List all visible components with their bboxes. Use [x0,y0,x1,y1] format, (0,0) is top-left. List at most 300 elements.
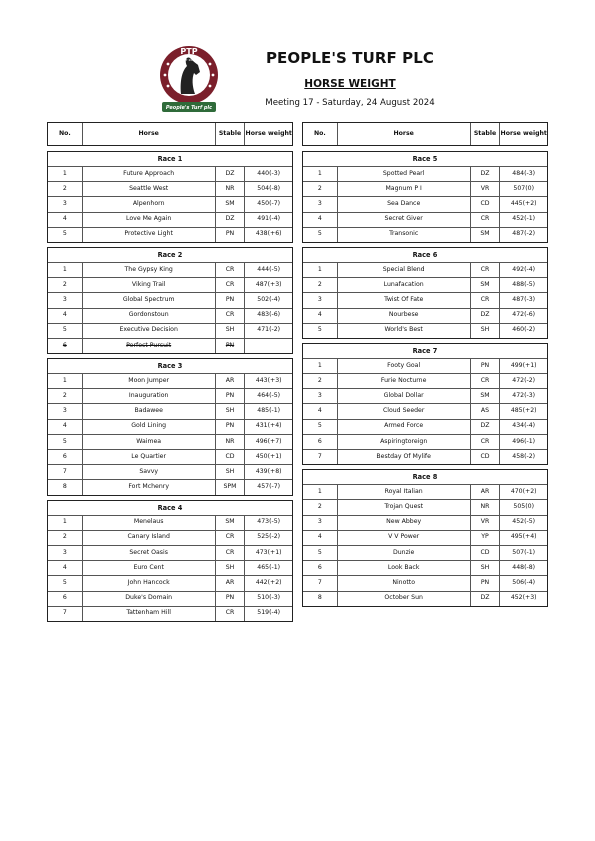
horse-weight-cell [245,450,292,464]
stable-code: DZ [480,311,490,319]
stable-code: DZ [480,422,490,430]
horse-weight: 472(-2) [512,376,536,384]
horse-name: Aspiringtoreign [380,437,428,445]
stable-code: YP [481,533,489,541]
runner-number: 8 [317,594,322,602]
horse-weight: 465(-1) [257,563,281,571]
runner-number-cell [303,389,338,403]
table-row [48,576,292,591]
runner-number: 3 [317,200,322,208]
stable-code: PN [225,341,235,349]
horse-name-cell [83,197,216,211]
horse-weight-cell [245,420,292,434]
horse-name: Badawee [134,407,163,415]
horse-name: Savvy [139,467,159,475]
stable-code: VR [480,518,490,526]
runner-number: 3 [62,548,67,556]
stable-code-cell [471,359,501,373]
stable-code-cell [216,213,246,227]
stable-code: DZ [225,169,235,177]
race-table [302,151,548,243]
stable-code: CD [225,452,235,460]
table-row [303,561,547,576]
horse-name-cell [338,546,471,560]
horse-weight-cell [500,374,547,388]
stable-code-cell [471,309,501,323]
stable-code: SH [225,467,235,475]
race-table [47,500,293,622]
page-subtitle: HORSE WEIGHT [304,78,396,90]
table-row [48,450,292,465]
horse-name-cell [338,309,471,323]
stable-code: CD [480,548,490,556]
horse-weight: 519(-4) [257,609,281,617]
runner-number: 3 [62,407,67,415]
runner-number-cell [48,293,83,307]
runner-number-cell [303,435,338,449]
runner-number: 5 [317,422,322,430]
table-row [303,324,547,338]
horse-name: Inauguration [128,391,169,399]
horse-name: V V Power [388,533,420,541]
runner-number: 1 [317,361,322,369]
horse-name: Gold Lining [131,422,167,430]
table-row [48,309,292,324]
horse-weight: 496(+7) [255,437,282,445]
horse-weight: 458(-2) [512,452,536,460]
table-row [48,197,292,212]
horse-weight-cell [245,324,292,338]
runner-number: 4 [317,215,322,223]
runner-number: 4 [62,422,67,430]
table-row [48,389,292,404]
stable-code: PN [225,230,235,238]
horse-name-cell [338,485,471,499]
horse-weight: 452(-5) [512,518,536,526]
table-row [48,228,292,242]
horse-name-cell [83,607,216,621]
horse-name: Gordonstoun [128,311,169,319]
horse-name-cell [338,197,471,211]
runner-number: 6 [62,452,67,460]
horse-weight-cell [245,516,292,530]
horse-weight-cell [500,500,547,514]
stable-code: CD [480,200,490,208]
horse-weight: 505(0) [513,503,534,511]
stable-code: SM [225,518,235,526]
stable-code: PN [225,422,235,430]
stable-code-cell [471,374,501,388]
runner-number: 2 [62,184,67,192]
stable-code-cell [216,420,246,434]
horse-weight: 484(-3) [512,169,536,177]
runner-number: 2 [62,280,67,288]
horse-name-cell [338,374,471,388]
horse-weight-cell [245,389,292,403]
horse-weight-cell [500,228,547,242]
stable-code-cell [216,592,246,606]
runner-number-cell [48,480,83,494]
horse-name-cell [338,293,471,307]
stable-code: AS [480,407,490,415]
table-row [303,546,547,561]
horse-name: Secret Giver [384,215,423,223]
horse-name: Furie Nocturne [380,376,427,384]
runner-number-cell [48,465,83,479]
horse-name-cell [338,389,471,403]
horse-name-cell [338,531,471,545]
stable-code-cell [216,435,246,449]
horse-weight-cell [245,339,292,353]
runner-number-cell [48,592,83,606]
race-table [302,469,548,607]
col-horse-header: Horse [338,123,471,145]
horse-weight: 487(-3) [512,296,536,303]
runner-number: 6 [317,437,322,445]
runner-number-cell [48,324,83,338]
horse-name: Twist Of Fate [384,296,424,303]
horse-name: Tattenham Hill [126,609,171,617]
svg-text:EST 2023: EST 2023 [181,58,197,62]
horse-name: Dunzie [392,548,415,556]
stable-code-cell [216,339,246,353]
horse-name-cell [83,435,216,449]
runner-number: 4 [62,311,67,319]
runner-number-cell [303,576,338,590]
table-row [48,592,292,607]
horse-weight: 504(-8) [257,184,281,192]
runner-number: 6 [62,594,67,602]
stable-code-cell [471,197,501,211]
table-row [48,339,292,353]
horse-weight: 495(+4) [510,533,537,541]
horse-weight-cell [245,561,292,575]
right-races [302,151,548,607]
race-title: Race 4 [48,501,292,516]
runner-number-cell [303,182,338,196]
runner-number-cell [303,309,338,323]
runner-number-cell [48,278,83,292]
svg-text:People's Turf plc: People's Turf plc [165,105,213,111]
horse-weight-cell [500,435,547,449]
stable-code: SM [480,280,490,288]
runner-number: 2 [317,503,322,511]
runner-number-cell [48,420,83,434]
runner-number-cell [48,531,83,545]
horse-name: Magnum P I [385,184,422,192]
horse-weight: 525(-2) [257,533,281,541]
horse-name-cell [83,213,216,227]
col-stable-header: Stable [471,123,501,145]
horse-weight: 472(-3) [512,391,536,399]
stable-code-cell [471,576,501,590]
horse-weight-cell [245,404,292,418]
runner-number: 7 [62,609,67,617]
stable-code: VR [480,184,490,192]
runner-number: 4 [62,563,67,571]
svg-text:PTP: PTP [180,47,198,56]
horse-name-cell [83,546,216,560]
runner-number-cell [48,263,83,277]
horse-weight-cell [500,167,547,181]
table-row [303,500,547,515]
horse-weight: 496(-1) [512,437,536,445]
table-row [48,420,292,435]
horse-weight-cell [500,324,547,338]
horse-name: Special Blend [382,265,425,273]
runner-number-cell [303,228,338,242]
horse-weight: 502(-4) [257,296,281,303]
horse-weight: 438(+6) [255,230,282,238]
horse-name-cell [338,500,471,514]
horse-weight: 470(+2) [510,487,537,495]
horse-name: October Sun [384,594,423,602]
horse-weight: 439(+8) [255,467,282,475]
stable-code: SH [480,326,490,334]
stable-code: PN [225,391,235,399]
table-row [303,420,547,435]
table-row [303,228,547,242]
horse-name-cell [83,531,216,545]
stable-code-cell [216,182,246,196]
horse-name: Footy Goal [387,361,421,369]
horse-weight-cell [245,480,292,494]
stable-code-cell [216,278,246,292]
race-table [47,151,293,243]
runner-number-cell [303,293,338,307]
table-row [48,435,292,450]
table-row [303,576,547,591]
stable-code: CR [225,280,235,288]
horse-weight-cell [500,359,547,373]
table-row [303,293,547,308]
runner-number: 5 [317,326,322,334]
runner-number-cell [303,420,338,434]
stable-code-cell [216,293,246,307]
stable-code-cell [216,561,246,575]
horse-weight-cell [500,309,547,323]
horse-weight: 507(0) [513,184,534,192]
horse-weight: 506(-4) [512,579,536,586]
horse-name-cell [83,561,216,575]
runner-number: 6 [317,563,322,571]
table-row [303,516,547,531]
horse-name-cell [83,182,216,196]
horse-name-cell [83,420,216,434]
horse-name-cell [83,263,216,277]
table-row [303,213,547,228]
runner-number-cell [48,182,83,196]
runner-number-cell [48,435,83,449]
stable-code: CR [225,609,235,617]
horse-name: Global Spectrum [122,296,175,303]
stable-code: CR [225,533,235,541]
horse-name: Global Dollar [383,391,424,399]
runner-number: 4 [62,215,67,223]
horse-weight-cell [245,213,292,227]
runner-number-cell [303,263,338,277]
stable-code-cell [216,309,246,323]
horse-name: Moon Jumper [128,376,170,384]
horse-weight: 434(-4) [512,422,536,430]
horse-weight-cell [245,374,292,388]
runner-number-cell [48,309,83,323]
horse-name: Transonic [389,230,419,238]
horse-name-cell [83,389,216,403]
company-logo [154,42,224,114]
horse-name: The Gypsy King [124,265,173,273]
horse-name-cell [338,450,471,464]
stable-code: CD [480,452,490,460]
horse-weight: 431(+4) [255,422,282,430]
stable-code: PN [480,361,490,369]
stable-code: AR [225,579,235,586]
horse-weight: 492(-4) [512,265,536,273]
horse-weight-cell [500,546,547,560]
horse-name-cell [338,592,471,606]
horse-name: John Hancock [127,579,170,586]
runner-number-cell [48,576,83,590]
runner-number-cell [48,450,83,464]
table-row [48,465,292,480]
runner-number-cell [48,213,83,227]
stable-code-cell [471,592,501,606]
horse-name: Ninotto [392,579,416,586]
horse-weight: 487(+3) [255,280,282,288]
horse-name: Perfect Pursuit [126,341,172,349]
runner-number: 4 [317,407,322,415]
race-table [302,343,548,465]
horse-weight-cell [500,450,547,464]
horse-weight: 464(-5) [257,391,281,399]
table-row [48,213,292,228]
runner-number: 2 [317,376,322,384]
stable-code: SH [480,563,490,571]
stable-code: CR [480,265,490,273]
horse-name-cell [338,278,471,292]
horse-weight: 471(-2) [257,326,281,334]
horse-name: Fort Mchenry [128,483,169,491]
col-weight-header: Horse weight [245,129,292,137]
race-title: Race 5 [303,152,547,167]
runner-number: 7 [317,579,322,586]
runner-number: 5 [62,437,67,445]
table-row [303,404,547,419]
runner-number: 1 [317,169,322,177]
runner-number-cell [303,167,338,181]
stable-code: SPM [223,483,237,491]
horse-weight: 487(-2) [512,230,536,238]
runner-number: 8 [62,483,67,491]
table-row [303,182,547,197]
runner-number: 1 [62,518,67,526]
runner-number: 2 [317,184,322,192]
stable-code-cell [471,531,501,545]
stable-code: CR [480,296,490,303]
stable-code: DZ [480,594,490,602]
horse-weight: 472(-6) [512,311,536,319]
runner-number: 1 [317,487,322,495]
horse-weight-cell [500,531,547,545]
horse-weight: 442(+2) [255,579,282,586]
stable-code-cell [216,465,246,479]
table-row [303,389,547,404]
stable-code-cell [471,435,501,449]
horse-name-cell [83,324,216,338]
runner-number: 4 [317,533,322,541]
horse-name: Spotted Pearl [382,169,425,177]
stable-code-cell [216,607,246,621]
stable-code-cell [216,404,246,418]
table-header [302,122,548,146]
horse-name-cell [338,420,471,434]
horse-weight-cell [245,309,292,323]
horse-weight-cell [500,278,547,292]
page-title: PEOPLE'S TURF PLC [265,49,435,67]
horse-name: Viking Trail [131,280,166,288]
runner-number-cell [303,197,338,211]
runner-number-cell [303,213,338,227]
stable-code-cell [471,278,501,292]
stable-code: CR [225,548,235,556]
stable-code-cell [471,213,501,227]
horse-weight-cell [500,389,547,403]
stable-code-cell [471,293,501,307]
runner-number-cell [303,500,338,514]
horse-name-cell [83,450,216,464]
runner-number-cell [303,359,338,373]
stable-code-cell [471,500,501,514]
stable-code: PN [225,594,235,602]
horse-name: Royal Italian [384,487,423,495]
table-row [48,480,292,494]
table-row [303,197,547,212]
horse-weight-cell [245,576,292,590]
runner-number: 6 [62,341,67,349]
runner-number: 1 [317,265,322,273]
race-title: Race 8 [303,470,547,485]
table-row [303,263,547,278]
stable-code-cell [471,167,501,181]
horse-name: Nourbese [388,311,419,319]
stable-code-cell [471,263,501,277]
horse-name-cell [338,167,471,181]
runner-number: 3 [317,391,322,399]
horse-name: Waimea [136,437,162,445]
runner-number-cell [303,450,338,464]
table-row [303,359,547,374]
horse-name: Love Me Again [126,215,172,223]
horse-name-cell [83,167,216,181]
horse-weight-cell [500,293,547,307]
horse-name-cell [83,576,216,590]
table-row [48,546,292,561]
horse-weight-cell [500,561,547,575]
stable-code-cell [471,404,501,418]
horse-name: Euro Cent [133,563,164,571]
horse-weight: 473(+1) [255,548,282,556]
horse-weight: 440(-3) [257,169,281,177]
horse-weight-cell [500,404,547,418]
stable-code-cell [471,389,501,403]
race-title: Race 3 [48,359,292,374]
stable-code: NR [225,184,235,192]
runner-number-cell [48,389,83,403]
horse-name: Menelaus [133,518,164,526]
stable-code: AR [480,487,490,495]
runner-number-cell [303,516,338,530]
stable-code-cell [471,228,501,242]
